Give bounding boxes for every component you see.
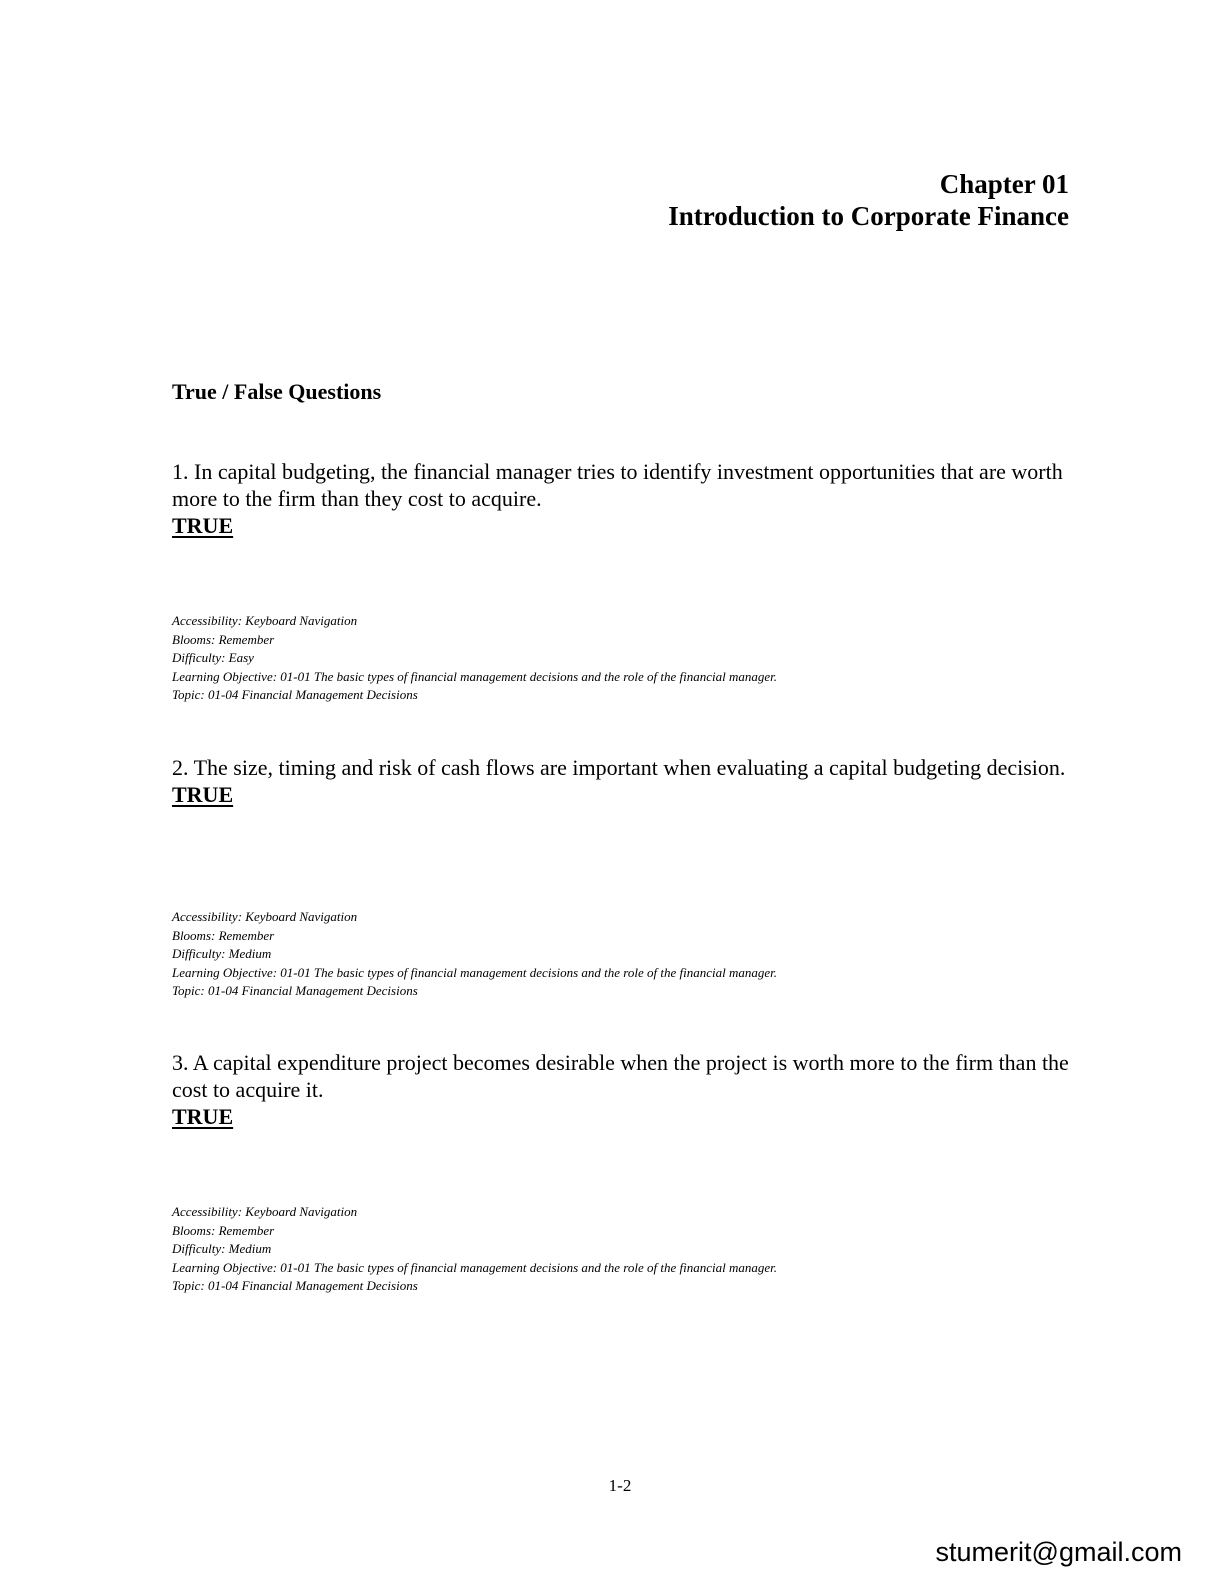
meta-difficulty: Difficulty: Medium bbox=[172, 946, 272, 961]
question-3-metadata bbox=[172, 1203, 777, 1296]
chapter-title: Introduction to Corporate Finance bbox=[668, 201, 1069, 231]
question-1-metadata bbox=[172, 612, 777, 705]
meta-blooms: Blooms: Remember bbox=[172, 631, 275, 647]
answer: TRUE bbox=[172, 1104, 234, 1129]
meta-learning-objective: Learning Objective: 01-01 The basic types of financial management decisions and the role of the financial manager. bbox=[172, 668, 778, 684]
meta-accessibility: Accessibility: Keyboard Navigation bbox=[172, 909, 358, 924]
meta-difficulty: Difficulty: Easy bbox=[172, 650, 254, 665]
question-2-metadata bbox=[172, 908, 777, 1001]
meta-topic: Topic: 01-04 Financial Management Decisions bbox=[172, 1278, 418, 1293]
question-text: 3. A capital expenditure project becomes desirable when the project is worth more to the firm than the cost to acquire it. bbox=[172, 1050, 1069, 1102]
answer: TRUE bbox=[172, 782, 234, 807]
meta-topic: Topic: 01-04 Financial Management Decisions bbox=[172, 983, 418, 998]
question-2 bbox=[172, 754, 1072, 808]
meta-learning-objective: Learning Objective: 01-01 The basic types of financial management decisions and the role of the financial manager. bbox=[172, 964, 778, 980]
meta-learning-objective: Learning Objective: 01-01 The basic types of financial management decisions and the role of the financial manager. bbox=[172, 1259, 778, 1275]
question-1 bbox=[172, 458, 1072, 539]
question-3 bbox=[172, 1049, 1072, 1130]
meta-accessibility: Accessibility: Keyboard Navigation bbox=[172, 613, 358, 628]
section-title: True / False Questions bbox=[172, 379, 382, 404]
question-text: 2. The size, timing and risk of cash flows are important when evaluating a capital budgeting decision. bbox=[172, 755, 1066, 780]
meta-blooms: Blooms: Remember bbox=[172, 1222, 275, 1238]
chapter-header bbox=[668, 168, 1069, 232]
meta-accessibility: Accessibility: Keyboard Navigation bbox=[172, 1204, 358, 1219]
page-number: 1-2 bbox=[608, 1476, 632, 1495]
meta-blooms: Blooms: Remember bbox=[172, 927, 275, 943]
question-text: 1. In capital budgeting, the financial manager tries to identify investment opportunities that are worth more to the firm than they cost to acquire. bbox=[172, 459, 1063, 511]
meta-topic: Topic: 01-04 Financial Management Decisions bbox=[172, 687, 418, 702]
chapter-number: Chapter 01 bbox=[939, 169, 1069, 199]
meta-difficulty: Difficulty: Medium bbox=[172, 1241, 272, 1256]
answer: TRUE bbox=[172, 513, 234, 538]
watermark-email: stumerit@gmail.com bbox=[935, 1537, 1182, 1567]
